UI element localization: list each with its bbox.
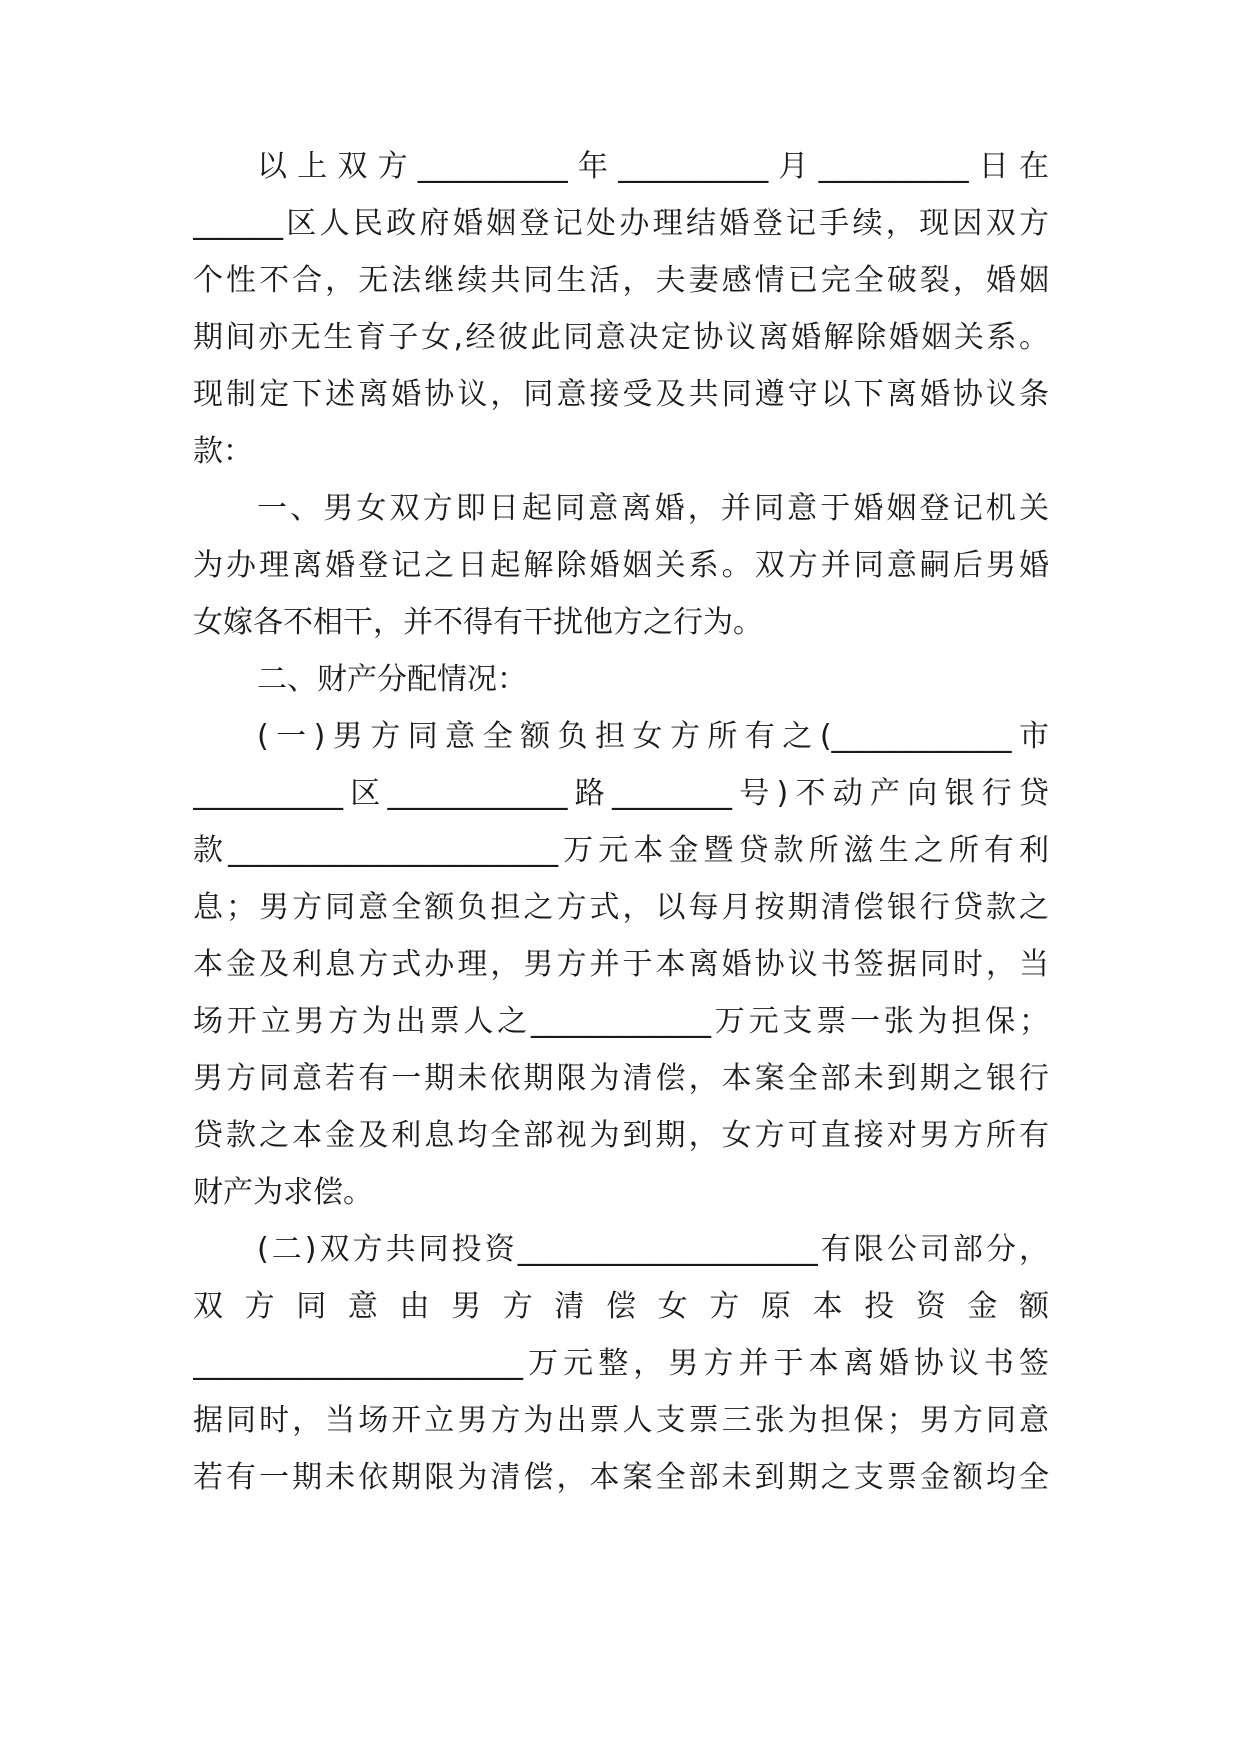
text-line: __________区____________路________号)不动产向银行贷 — [193, 776, 1049, 811]
text-line: 现制定下述离婚协议，同意接受及共同遵守以下离婚协议条 — [193, 377, 1049, 412]
text-line: 期间亦无生育子女,经彼此同意决定协议离婚解除婚姻关系。 — [193, 320, 1049, 355]
text-line: 双方同意由男方清偿女方原本投资金额 — [193, 1289, 1049, 1324]
text-line: 为办理离婚登记之日起解除婚姻关系。双方并同意嗣后男婚 — [193, 548, 1049, 583]
text-line: 场开立男方为出票人之____________万元支票一张为担保； — [193, 1004, 1049, 1039]
text-line: 以上双方__________年__________月__________日在 — [257, 149, 1049, 184]
text-line: 款______________________万元本金暨贷款所滋生之所有利 — [193, 833, 1049, 868]
text-line: 个性不合，无法继续共同生活，夫妻感情已完全破裂，婚姻 — [193, 263, 1049, 298]
text-line: 女嫁各不相干，并不得有干扰他方之行为。 — [193, 605, 763, 640]
section-heading: 二、财产分配情况： — [257, 662, 527, 697]
text-line: (一)男方同意全额负担女方所有之(____________市 — [257, 719, 1049, 754]
text-line: 男方同意若有一期未依期限为清偿，本案全部未到期之银行 — [193, 1061, 1049, 1096]
text-line: 息；男方同意全额负担之方式，以每月按期清偿银行贷款之 — [193, 890, 1049, 925]
text-line: 款： — [193, 434, 253, 469]
text-line: 若有一期未依期限为清偿，本案全部未到期之支票金额均全 — [193, 1460, 1049, 1495]
text-line: 贷款之本金及利息均全部视为到期，女方可直接对男方所有 — [193, 1118, 1049, 1153]
text-line: 财产为求偿。 — [193, 1175, 373, 1210]
text-line: ______________________万元整，男方并于本离婚协议书签 — [193, 1346, 1049, 1381]
text-line: 一、男女双方即日起同意离婚，并同意于婚姻登记机关 — [257, 491, 1049, 526]
text-line: 据同时，当场开立男方为出票人支票三张为担保；男方同意 — [193, 1403, 1049, 1438]
text-line: ______区人民政府婚姻登记处办理结婚登记手续，现因双方 — [193, 206, 1049, 241]
text-line: (二)双方共同投资____________________有限公司部分， — [257, 1232, 1049, 1267]
text-line: 本金及利息方式办理，男方并于本离婚协议书签据同时，当 — [193, 947, 1049, 982]
